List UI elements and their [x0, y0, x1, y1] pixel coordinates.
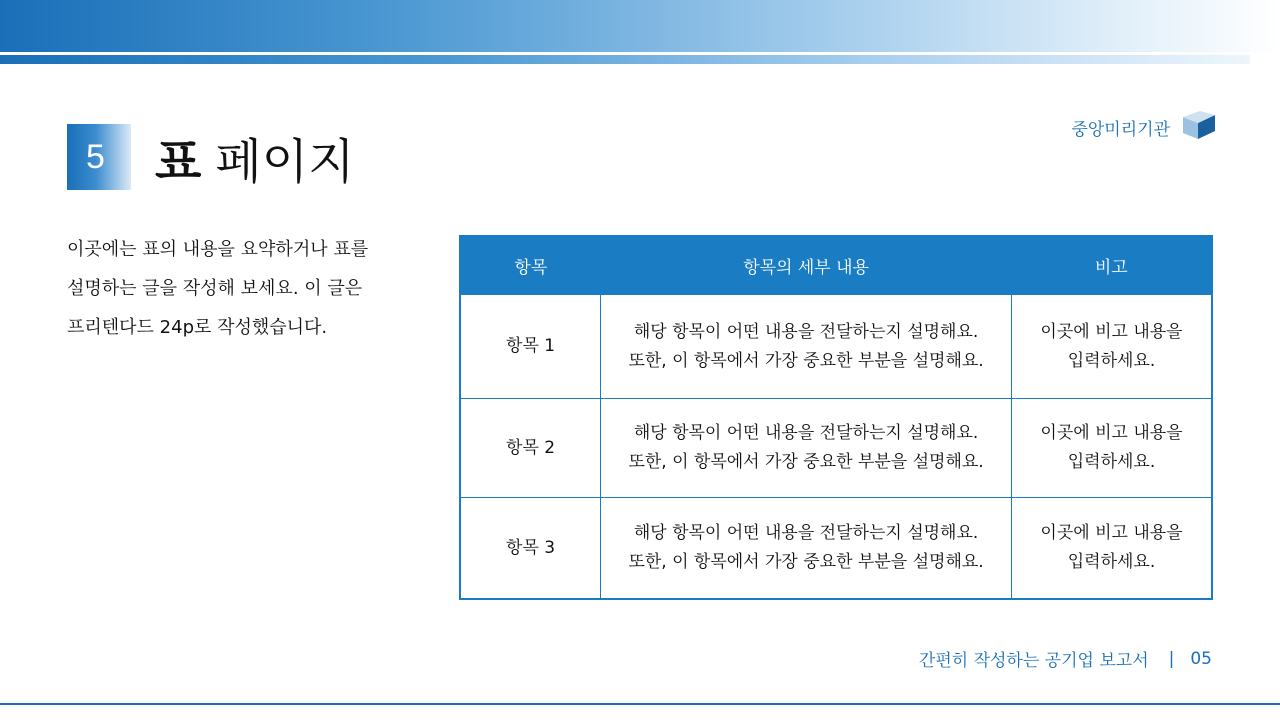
table-header-item: 항목 — [460, 236, 601, 295]
table-cell-detail — [601, 498, 1012, 600]
footer-doc-title: 간편히 작성하는 공기업 보고서 — [918, 651, 1149, 671]
section-number: 5 — [86, 137, 105, 176]
detail-line: 또한, 이 항목에서 가장 중요한 부분을 설명해요. — [628, 552, 984, 572]
summary-table — [459, 235, 1213, 600]
organization-name: 중앙미리기관 — [1071, 120, 1170, 140]
table-cell-detail — [601, 295, 1012, 399]
table-row — [460, 295, 1212, 399]
table-cell-item: 항목 3 — [460, 498, 601, 600]
detail-line: 또한, 이 항목에서 가장 중요한 부분을 설명해요. — [628, 350, 984, 371]
description-line: 이곳에는 표의 내용을 요약하거나 표를 — [67, 239, 369, 260]
footer — [919, 646, 1212, 671]
table-cell-note — [1012, 295, 1213, 399]
section-number-badge — [67, 124, 131, 190]
top-gradient-band — [0, 0, 1280, 52]
table-cell-note — [1012, 498, 1213, 600]
page-title-rest: 페이지 — [215, 133, 355, 190]
footer-separator: | — [1168, 648, 1175, 669]
detail-line: 또한, 이 항목에서 가장 중요한 부분을 설명해요. — [628, 452, 984, 472]
table-row — [460, 399, 1212, 498]
page-title-bold: 표 — [155, 133, 202, 190]
detail-line: 해당 항목이 어떤 내용을 전달하는지 설명해요. — [633, 423, 979, 443]
description-text — [67, 230, 397, 347]
table-cell-item: 항목 2 — [460, 399, 601, 498]
table-cell-detail — [601, 399, 1012, 498]
note-line: 이곳에 비고 내용을 — [1040, 423, 1183, 443]
description-line: 설명하는 글을 작성해 보세요. 이 글은 — [67, 278, 363, 299]
detail-line: 해당 항목이 어떤 내용을 전달하는지 설명해요. — [633, 523, 979, 543]
table-cell-item: 항목 1 — [460, 295, 601, 399]
table-header-row — [460, 236, 1212, 295]
table-row — [460, 498, 1212, 600]
note-line: 이곳에 비고 내용을 — [1040, 523, 1183, 543]
detail-line: 해당 항목이 어떤 내용을 전달하는지 설명해요. — [633, 321, 979, 342]
description-line: 프리텐다드 24p로 작성했습니다. — [67, 317, 328, 338]
note-line: 입력하세요. — [1067, 350, 1156, 371]
bottom-rule — [0, 703, 1280, 705]
table-header-note: 비고 — [1012, 236, 1213, 295]
footer-page-number: 05 — [1190, 648, 1212, 669]
note-line: 이곳에 비고 내용을 — [1040, 321, 1183, 342]
table-cell-note — [1012, 399, 1213, 498]
table-header-detail: 항목의 세부 내용 — [601, 236, 1012, 295]
top-gradient-stripe — [0, 55, 1250, 64]
note-line: 입력하세요. — [1067, 452, 1156, 472]
page-title — [155, 124, 354, 190]
note-line: 입력하세요. — [1067, 552, 1156, 572]
organization-logo-icon — [1182, 111, 1216, 141]
